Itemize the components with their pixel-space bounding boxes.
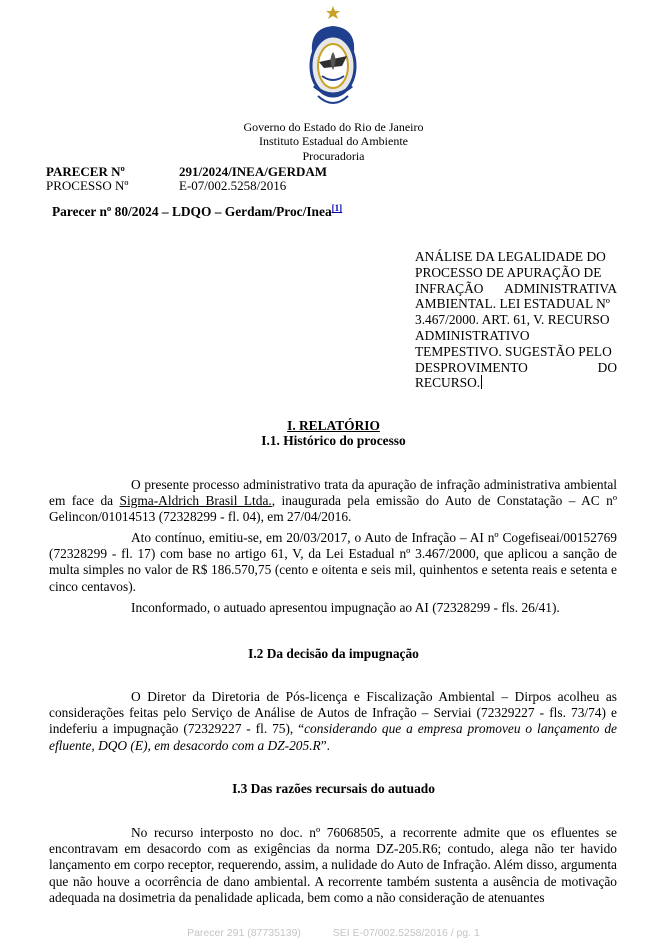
section-title-relatorio: I. RELATÓRIO xyxy=(287,418,380,433)
processo-label: PROCESSO Nº xyxy=(46,178,129,193)
text: O Diretor da Diretoria de Pós-licença e Fiscalização Ambiental – Dirpos acolheu as considerações feitas pelo Serviço de Análise de Autos de Infração – Serviai (72329227 - fls. 73/74) e indeferiu a impugnação (72329227 - fl. 75), “ xyxy=(49,689,617,737)
section-title-razoes: I.3 Das razões recursais do autuado xyxy=(232,781,435,796)
text-cursor xyxy=(481,375,482,389)
state-coat-of-arms-icon xyxy=(302,4,364,116)
ementa-line: TEMPESTIVO. SUGESTÃO PELO xyxy=(415,343,612,359)
ementa-line: RECURSO. xyxy=(415,375,481,391)
ementa-line: 3.467/2000. ART. 61, V. RECURSO xyxy=(415,312,610,328)
section-title-decisao: I.2 Da decisão da impugnação xyxy=(248,646,419,661)
footer-document-id: Parecer 291 (87735139) xyxy=(187,927,301,939)
header-institute: Instituto Estadual do Ambiente xyxy=(259,134,408,148)
header-government: Governo do Estado do Rio de Janeiro xyxy=(243,120,424,134)
paragraph-decisao xyxy=(49,689,617,754)
ementa-line: AMBIENTAL. LEI ESTADUAL Nº xyxy=(415,296,610,312)
footer-page-info: SEI E-07/002.5258/2016 / pg. 1 xyxy=(332,927,480,939)
document-title-text: Parecer nº 80/2024 – LDQO – Gerdam/Proc/Inea xyxy=(52,204,332,219)
paragraph-historico-1 xyxy=(49,477,617,526)
quote-text: considerando que a empresa promoveu o lançamento de efluente, DQO (E), em desacordo com a DZ-205.R xyxy=(49,721,617,753)
footnote-link[interactable]: [1] xyxy=(331,203,343,213)
ementa-line: DESPROVIMENTO DO xyxy=(415,359,617,375)
ementa-line: INFRAÇÃO ADMINISTRATIVA xyxy=(415,280,617,296)
ementa-line: ADMINISTRATIVO xyxy=(415,327,530,343)
parecer-value: 291/2024/INEA/GERDAM xyxy=(179,164,328,179)
ementa-line-last xyxy=(415,375,617,391)
text: , inaugurada pela emissão do Auto de Constatação – AC nº Gelincon/01014513 (72328299 - fl. 04), em 27/04/2016. xyxy=(49,493,617,525)
ementa-block xyxy=(415,249,617,391)
text: O presente processo administrativo trata da apuração de infração administrativa ambiental em face da xyxy=(49,477,617,509)
subsection-title-historico: I.1. Histórico do processo xyxy=(261,433,406,448)
paragraph-historico-2: Ato contínuo, emitiu-se, em 20/03/2017, o Auto de Infração – AI nº Cogefiseai/00152769 (72328299 - fl. 17) com base no artigo 61, V, da Lei Estadual nº 3.467/2000, que aplicou a sanção de multa simples no valor de R$ 186.570,75 (cento e oitenta e seis mil, quinhentos e setenta reais e setenta e cinco centavos). xyxy=(49,530,617,594)
paragraph-razoes: No recurso interposto no doc. nº 76068505, a recorrente admite que os efluentes se encontravam em desacordo com as exigências da norma DZ-205.R6; contudo, alega não ter havido lançamento em corpo receptor, requerendo, assim, a nulidade do Auto de Infração. Além disso, argumenta que não houve a ocorrência de dano ambiental. A recorrente também sustenta a ausência de motivação adequada na dosimetria da penalidade aplicada, bem como a não consideração de atenuantes xyxy=(49,825,617,905)
ementa-line: PROCESSO DE APURAÇÃO DE xyxy=(415,264,602,280)
processo-value: E-07/002.5258/2016 xyxy=(179,178,287,193)
paragraph-historico-3: Inconformado, o autuado apresentou impugnação ao AI (72328299 - fls. 26/41). xyxy=(131,600,560,615)
company-name: Sigma-Aldrich Brasil Ltda. xyxy=(119,493,272,509)
header-department: Procuradoria xyxy=(302,149,365,163)
text: ”. xyxy=(320,737,331,753)
ementa-line: ANÁLISE DA LEGALIDADE DO xyxy=(415,249,606,264)
parecer-label: PARECER Nº xyxy=(46,164,125,179)
document-title xyxy=(52,203,342,220)
page-footer xyxy=(0,927,667,939)
